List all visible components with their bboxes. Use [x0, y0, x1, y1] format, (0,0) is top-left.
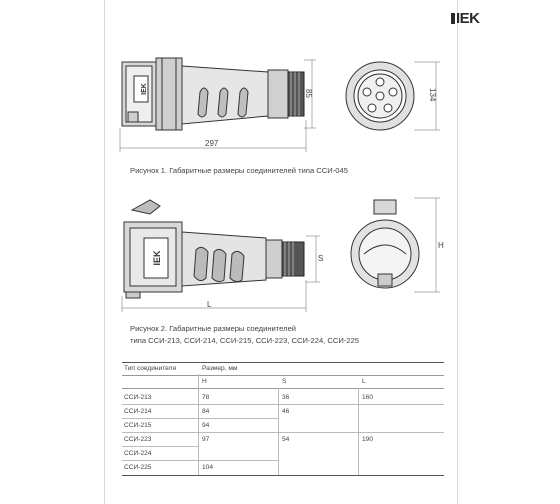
fig1-dim-diameter: 134: [428, 88, 437, 102]
fig1-caption: Рисунок 1. Габаритные размеры соединителей типа ССИ-045: [130, 166, 348, 175]
figure2-front-view: [351, 198, 440, 292]
cell-type: ССИ-214: [124, 408, 152, 415]
col-s: S: [282, 378, 287, 385]
cell-type: ССИ-215: [124, 422, 152, 429]
grid-line: [122, 418, 278, 419]
cell-type: ССИ-224: [124, 450, 152, 457]
cell-h: 97: [202, 436, 210, 443]
cell-h: 94: [202, 422, 210, 429]
cell-type: ССИ-225: [124, 464, 152, 471]
table-row: [122, 462, 444, 474]
grid-line: [122, 404, 444, 405]
grid-line: [122, 432, 444, 433]
svg-text:IEK: IEK: [152, 250, 162, 266]
cell-h: 84: [202, 408, 210, 415]
fig2-caption-line1: Рисунок 2. Габаритные размеры соединителей: [130, 324, 297, 333]
cell-h: 78: [202, 394, 210, 401]
cell-l: 190: [362, 436, 374, 443]
col-l: L: [362, 378, 366, 385]
logo-text: IEK: [456, 10, 480, 27]
table-subheader: [122, 376, 444, 389]
header-type: Тип соединителя: [124, 365, 177, 372]
cell-h: 104: [202, 464, 214, 471]
fig1-dim-height: 85: [304, 89, 313, 98]
table-row: [122, 392, 444, 404]
fig2-caption-line2: типа ССИ-213, ССИ-214, ССИ-215, ССИ-223, ССИ-224, ССИ-225: [130, 336, 360, 345]
cell-type: ССИ-223: [124, 436, 152, 443]
fig2-dim-l: L: [207, 300, 212, 309]
table-row: [122, 434, 444, 446]
svg-text:IEK: IEK: [141, 83, 148, 95]
cell-s: 54: [282, 436, 290, 443]
table-header: [122, 362, 444, 376]
cell-type: ССИ-213: [124, 394, 152, 401]
col-h: H: [202, 378, 207, 385]
fig2-dim-s: S: [318, 254, 324, 263]
table-row: [122, 420, 444, 432]
figure1-front-view: [346, 62, 440, 130]
table-row: [122, 448, 444, 460]
table-row: [122, 406, 444, 418]
grid-line: [122, 446, 198, 447]
grid-line: [122, 460, 278, 461]
figure1-side-view: [120, 58, 316, 152]
figure2-side-view: [122, 200, 320, 312]
fig2-dim-h: H: [438, 241, 444, 250]
cell-s: 36: [282, 394, 290, 401]
cell-l: 160: [362, 394, 374, 401]
header-size: Размер, мм: [202, 365, 238, 372]
grid-line: [122, 475, 444, 476]
cell-s: 46: [282, 408, 290, 415]
fig1-dim-length: 297: [205, 139, 219, 148]
